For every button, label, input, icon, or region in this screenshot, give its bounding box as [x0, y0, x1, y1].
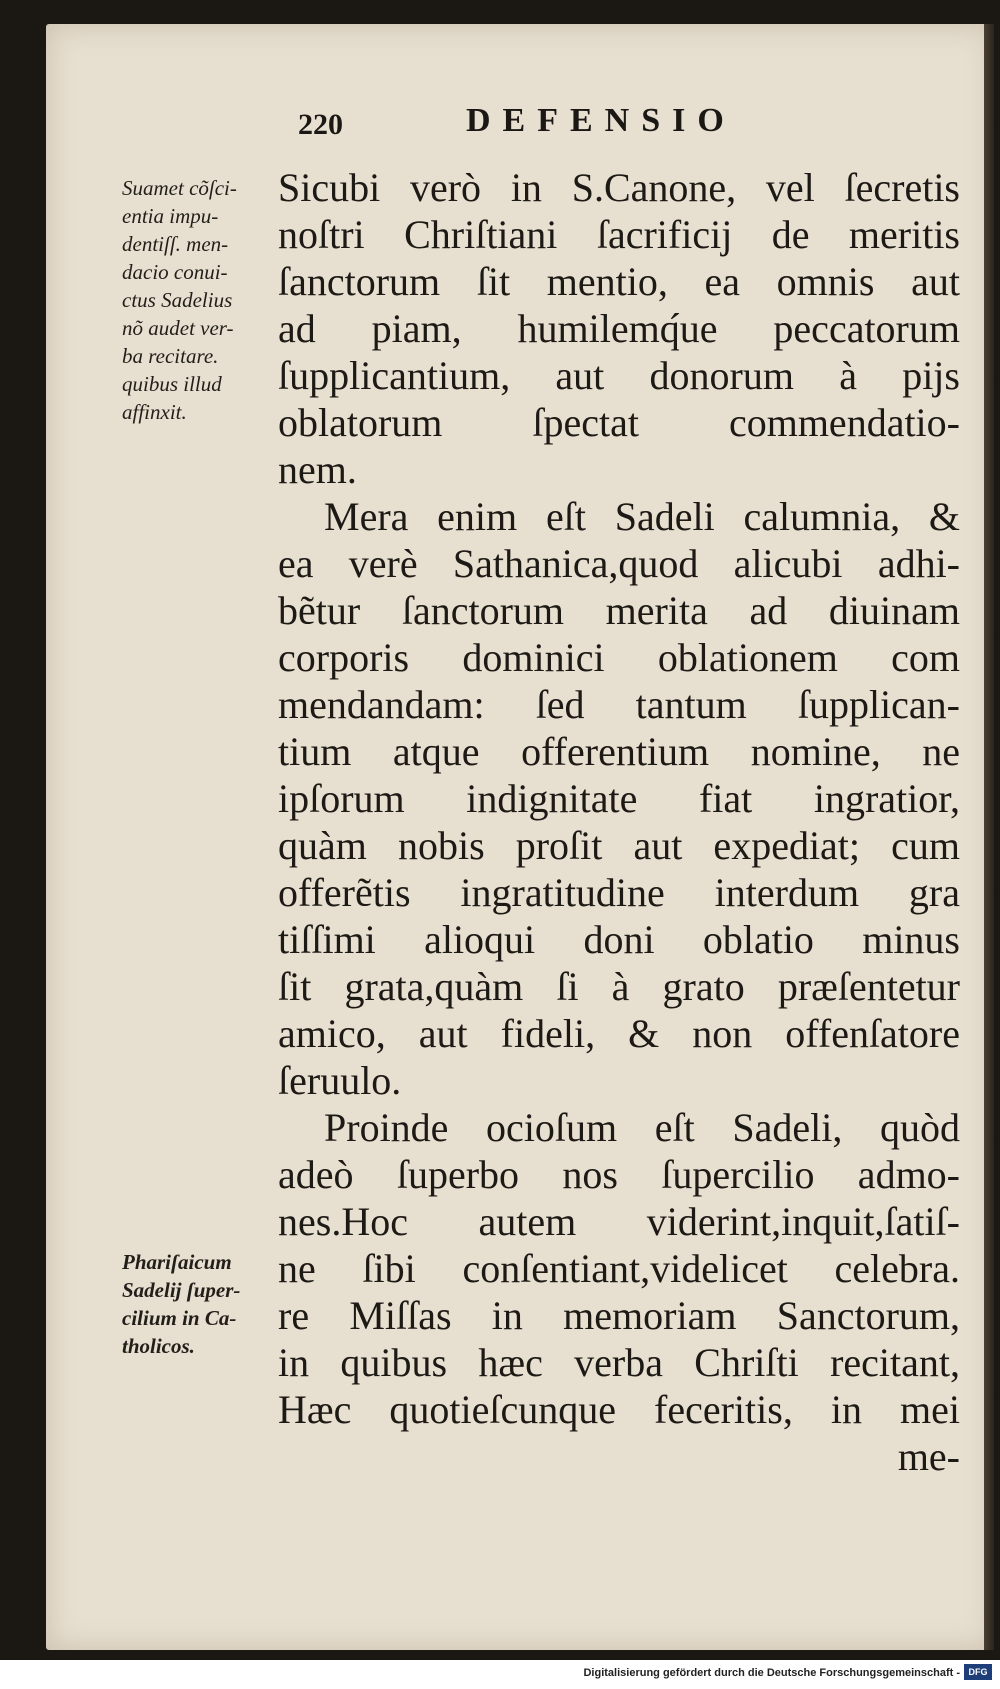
text-line: Sicubi verò in S.Canone, vel ſecretis [278, 165, 960, 210]
text-line: in quibus hæc verba Chriſti recitant, [278, 1340, 960, 1385]
text-line: ſupplicantium, aut donorum à pijs [278, 353, 960, 398]
paragraph-3 [278, 1104, 978, 1433]
text-line: Hæc quotieſcunque feceritis, in mei [278, 1387, 960, 1432]
text-line: Proinde ocioſum eſt Sadeli, quòd [324, 1105, 960, 1150]
text-line: quàm nobis proſit aut expediat; cum [278, 823, 960, 868]
page-header [46, 102, 994, 142]
text-line: noſtri Chriſtiani ſacrificij de meritis [278, 212, 960, 257]
margin-note-line: dentiſſ. men- [122, 232, 229, 256]
margin-note-line: entia impu- [122, 204, 219, 228]
text-line: nem. [278, 447, 357, 492]
catchword: me- [897, 1434, 960, 1479]
margin-note-2 [122, 1248, 282, 1360]
text-line: ea verè Sathanica,quod alicubi adhi- [278, 541, 960, 586]
footer [0, 1660, 1000, 1689]
margin-note-line: ctus Sadelius [122, 288, 233, 312]
book-page [46, 24, 994, 1650]
margin-note-line: cilium in Ca- [122, 1306, 237, 1330]
text-line: ipſorum indignitate fiat ingratior, [278, 776, 960, 821]
page-edge [984, 24, 994, 1650]
running-head: DEFENSIO [466, 102, 736, 139]
margin-note-line: ba recitare. [122, 344, 219, 368]
text-line: corporis dominici oblationem com [278, 635, 960, 680]
text-line: oblatorum ſpectat commendatio- [278, 400, 960, 445]
text-line: ſanctorum ſit mentio, ea omnis aut [278, 259, 960, 304]
margin-note-line: nõ audet ver- [122, 316, 234, 340]
margin-note-line: Suamet cõſci- [122, 176, 237, 200]
footer-credit: Digitalisierung gefördert durch die Deutsche Forschungsgemeinschaft - [583, 1667, 960, 1679]
text-line: offerẽtis ingratitudine interdum gra [278, 870, 960, 915]
text-line: ſeruulo. [278, 1058, 402, 1103]
margin-note-line: Sadelij ſuper- [122, 1278, 241, 1302]
text-line: ad piam, humilemq́ue peccatorum [278, 306, 960, 351]
text-line: bẽtur ſanctorum merita ad diuinam [278, 588, 960, 633]
margin-note-line: Phariſaicum [122, 1250, 232, 1274]
text-line: adeò ſuperbo nos ſupercilio admo- [278, 1152, 960, 1197]
text-line: amico, aut fideli, & non offenſatore [278, 1011, 960, 1056]
paragraph-2 [278, 493, 978, 1104]
text-line: mendandam: ſed tantum ſupplican- [278, 682, 960, 727]
text-line: nes.Hoc autem viderint,inquit,ſatiſ- [278, 1199, 960, 1244]
dfg-logo: DFG [964, 1664, 992, 1680]
text-line: re Miſſas in memoriam Sanctorum, [278, 1293, 960, 1338]
text-line: ſit grata,quàm ſi à grato præſentetur [278, 964, 960, 1009]
text-line: tium atque offerentium nomine, ne [278, 729, 960, 774]
text-line: ne ſibi conſentiant,videlicet celebra. [278, 1246, 960, 1291]
margin-note-line: tholicos. [122, 1334, 195, 1358]
margin-note-1 [122, 174, 282, 426]
main-text [278, 164, 978, 1480]
page-number: 220 [298, 108, 343, 141]
margin-note-line: dacio conui- [122, 260, 228, 284]
paragraph-1 [278, 164, 978, 493]
margin-note-line: affinxit. [122, 400, 187, 424]
text-line: Mera enim eſt Sadeli calumnia, & [324, 494, 960, 539]
margin-note-line: quibus illud [122, 372, 222, 396]
text-line: tiſſimi alioqui doni oblatio minus [278, 917, 960, 962]
